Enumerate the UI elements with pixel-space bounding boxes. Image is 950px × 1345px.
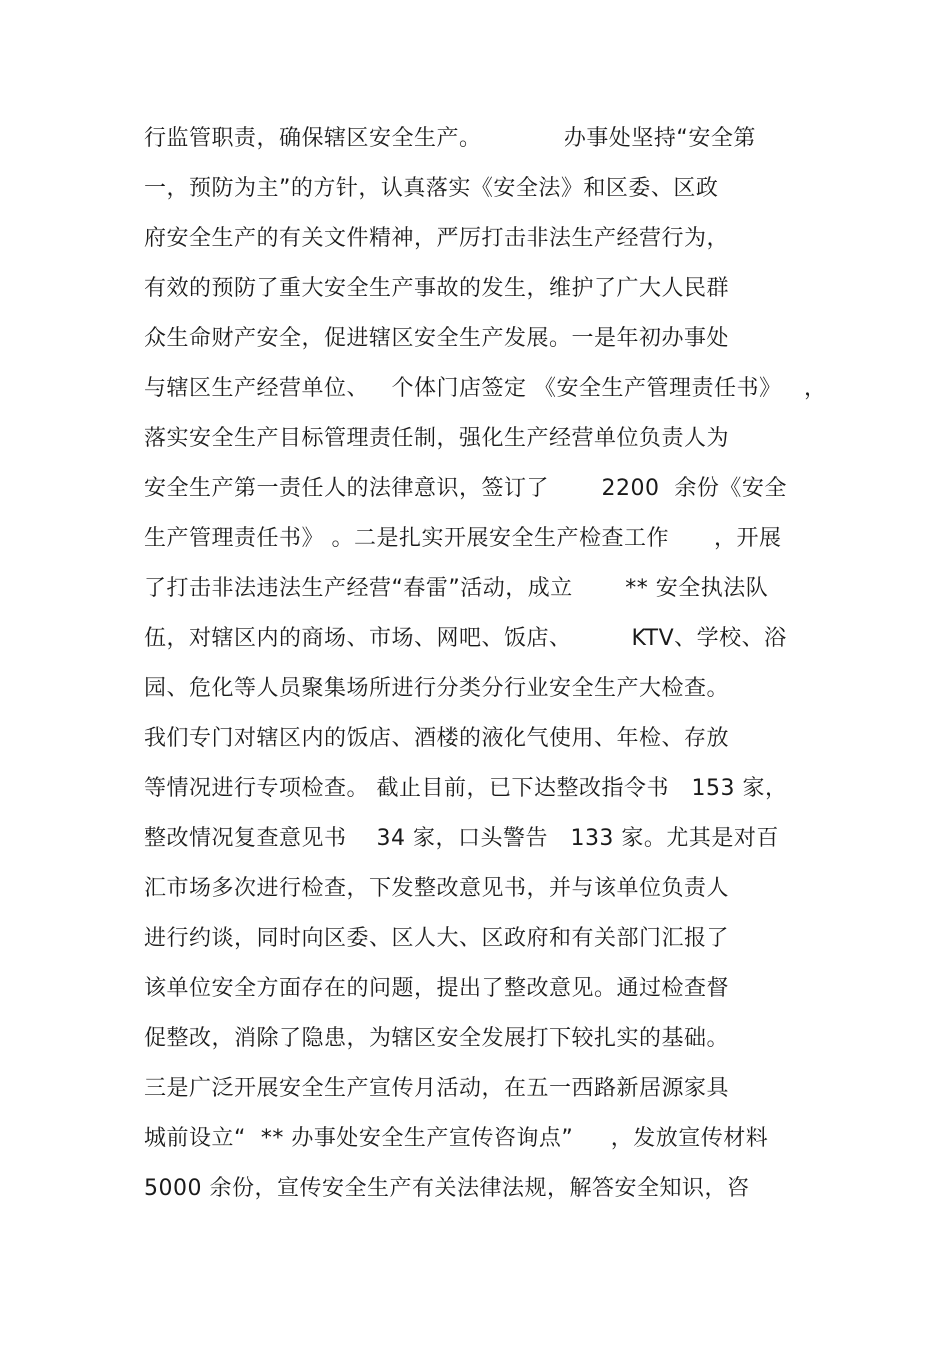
text-line: 了打击非法违法生产经营“春雷”活动，成立 ** 安全执法队	[144, 576, 769, 601]
text-line: 我们专门对辖区内的饭店、酒楼的液化气使用、年检、存放	[144, 726, 730, 751]
text-line: 府安全生产的有关文件精神，严厉打击非法生产经营行为，	[144, 226, 730, 251]
text-line: 伍，对辖区内的商场、市场、网吧、饭店、 KTV、学校、浴	[144, 626, 787, 651]
text-line: 行监管职责，确保辖区安全生产。 办事处坚持“安全第	[144, 126, 756, 151]
text-line: 三是广泛开展安全生产宣传月活动，在五一西路新居源家具	[144, 1076, 730, 1101]
text-line: 园、危化等人员聚集场所进行分类分行业安全生产大检查。	[144, 676, 730, 701]
text-line: 一，预防为主”的方针，认真落实《安全法》和区委、区政	[144, 176, 719, 201]
text-line: 汇市场多次进行检查，下发整改意见书，并与该单位负责人	[144, 876, 730, 901]
text-line: 等情况进行专项检查。 截止目前，已下达整改指令书 153 家，	[144, 776, 788, 801]
text-line: 众生命财产安全，促进辖区安全生产发展。一是年初办事处	[144, 326, 730, 351]
text-line: 有效的预防了重大安全生产事故的发生，维护了广大人民群	[144, 276, 730, 301]
text-line: 5000 余份，宣传安全生产有关法律法规，解答安全知识，咨	[144, 1176, 750, 1201]
text-line: 促整改，消除了隐患，为辖区安全发展打下较扎实的基础。	[144, 1026, 730, 1051]
text-line: 安全生产第一责任人的法律意识，签订了 2200 余份《安全	[144, 476, 787, 501]
text-line: 城前设立“ ** 办事处安全生产宣传咨询点” ，发放宣传材料	[144, 1126, 769, 1151]
text-line: 整改情况复查意见书 34 家，口头警告 133 家。尤其是对百	[144, 826, 779, 851]
text-line: 与辖区生产经营单位、 个体门店签定 《安全生产管理责任书》 ，	[144, 376, 827, 401]
text-line: 进行约谈，同时向区委、区人大、区政府和有关部门汇报了	[144, 926, 730, 951]
text-line: 该单位安全方面存在的问题，提出了整改意见。通过检查督	[144, 976, 730, 1001]
text-line: 生产管理责任书》 。二是扎实开展安全生产检查工作 ，开展	[144, 526, 782, 551]
text-line: 落实安全生产目标管理责任制，强化生产经营单位负责人为	[144, 426, 730, 451]
